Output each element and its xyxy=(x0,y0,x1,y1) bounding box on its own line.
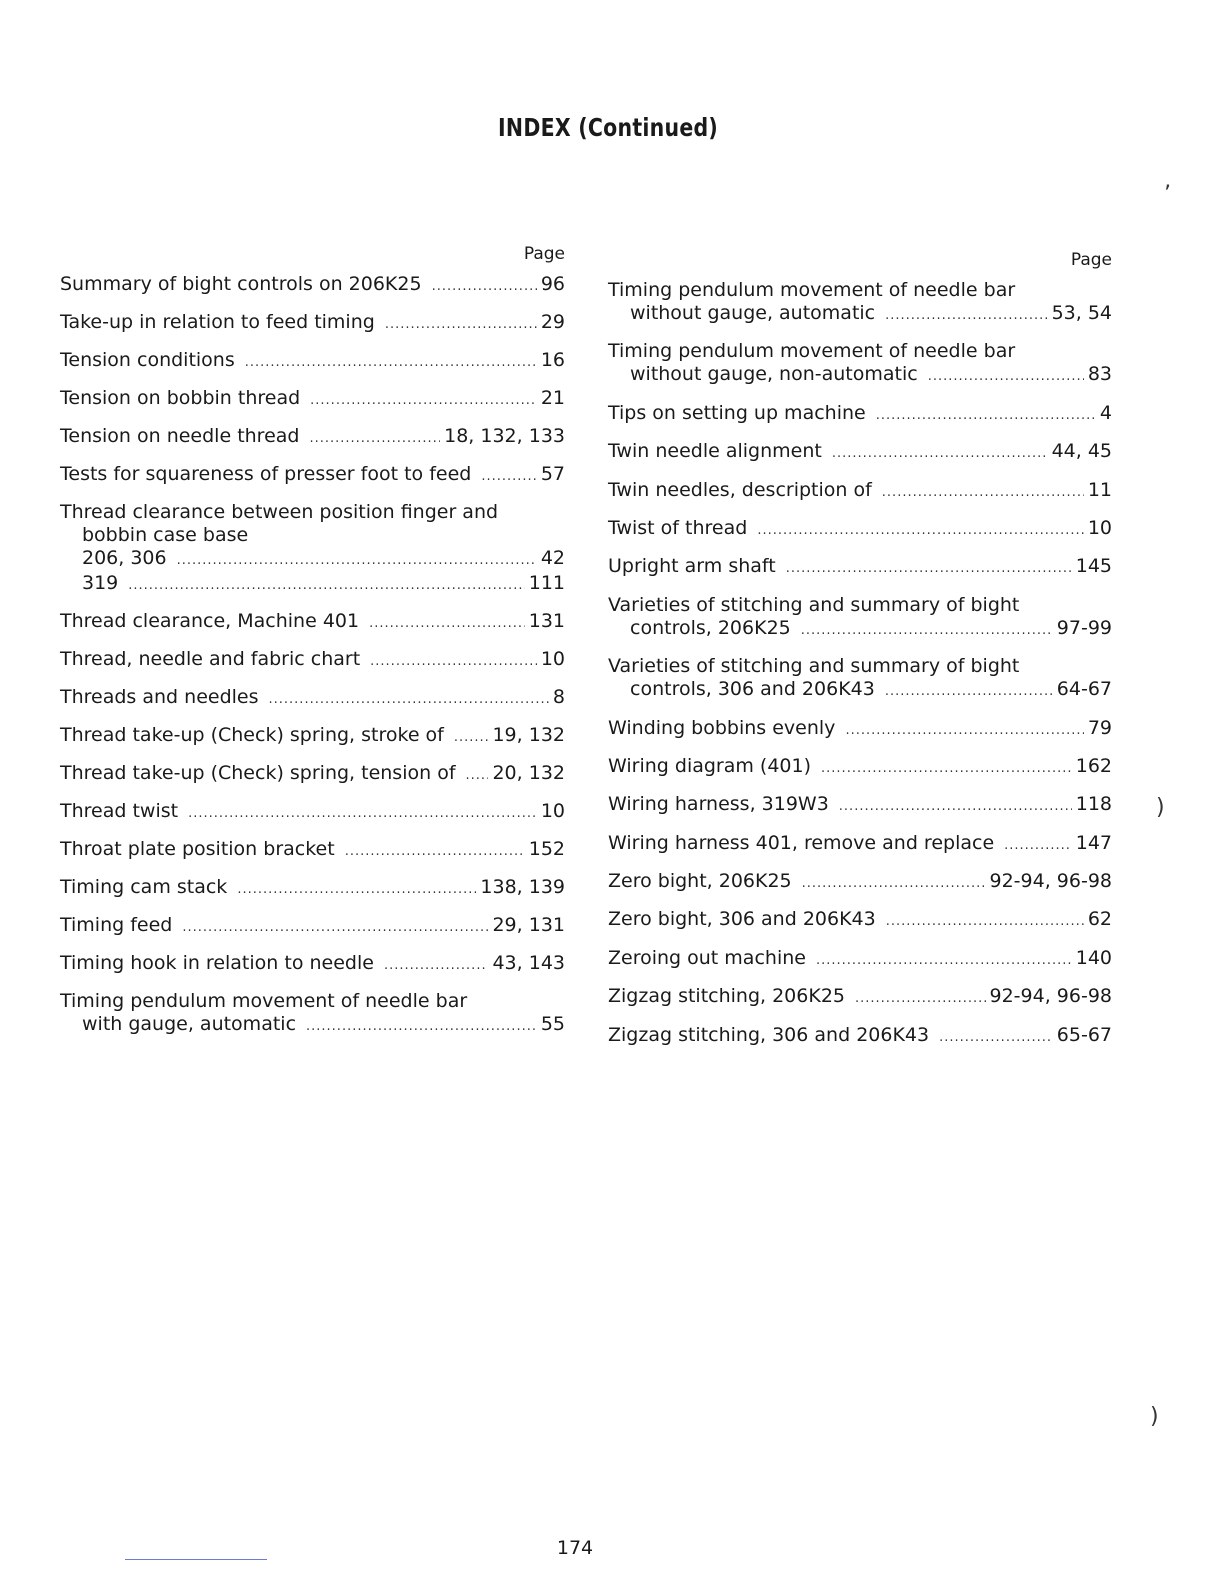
index-entry xyxy=(60,387,565,412)
dot-leader xyxy=(269,688,549,711)
index-entry-line xyxy=(608,985,1112,1010)
index-entry-text: Throat plate position bracket xyxy=(60,838,335,860)
index-entry-text: Take-up in relation to feed timing xyxy=(60,311,375,333)
index-entry-line xyxy=(60,524,565,547)
index-entry xyxy=(60,800,565,825)
index-entry-page: 20, 132 xyxy=(492,762,565,784)
index-entry-line xyxy=(608,717,1112,742)
dot-leader xyxy=(466,764,489,787)
index-entry xyxy=(60,762,565,787)
index-entry-text: controls, 306 and 206K43 xyxy=(630,678,875,701)
index-entry-text: Tension conditions xyxy=(60,349,235,371)
index-entry-page: 53, 54 xyxy=(1051,302,1112,324)
index-entry-text: Wiring harness, 319W3 xyxy=(608,793,829,816)
page-column-header: Page xyxy=(1070,250,1112,270)
index-entry-line xyxy=(60,800,565,825)
index-entry xyxy=(60,876,565,901)
index-entry xyxy=(608,340,1112,388)
index-entry-line xyxy=(608,279,1112,302)
index-entry-page: 11 xyxy=(1087,478,1112,501)
index-entry-line xyxy=(608,832,1112,857)
dot-leader xyxy=(384,954,489,977)
index-entry-page: 19, 132 xyxy=(492,724,565,746)
index-entry-line xyxy=(60,501,565,524)
dot-leader xyxy=(309,427,440,450)
dot-leader xyxy=(855,987,986,1010)
index-entry-page: 162 xyxy=(1075,754,1112,777)
index-entry xyxy=(608,947,1112,972)
index-entry-line xyxy=(608,1024,1112,1049)
index-entry-page: 111 xyxy=(528,572,565,594)
index-entry-line xyxy=(608,517,1112,542)
index-entry-text: Thread, needle and fabric chart xyxy=(60,648,361,670)
index-entry-line xyxy=(608,479,1112,504)
index-entry-text: Thread take-up (Check) spring, tension of xyxy=(60,762,456,784)
index-entry-text: Timing pendulum movement of needle bar xyxy=(608,340,1016,363)
index-entry xyxy=(608,793,1112,818)
index-entry xyxy=(60,425,565,450)
index-entry-text: Varieties of stitching and summary of bight xyxy=(608,655,1020,678)
dot-leader xyxy=(845,719,1083,742)
index-entry-line xyxy=(60,686,565,711)
dot-leader xyxy=(369,612,525,635)
dot-leader xyxy=(370,650,537,673)
index-entry-text: Upright arm shaft xyxy=(608,555,776,578)
index-entry-text: Twist of thread xyxy=(608,516,748,539)
dot-leader xyxy=(832,442,1048,465)
index-entry-text: 206, 306 xyxy=(82,547,167,569)
index-entry-line xyxy=(608,555,1112,580)
index-entry-text: without gauge, automatic xyxy=(630,302,876,324)
dot-leader xyxy=(786,557,1072,580)
index-entry-page: 97-99 xyxy=(1056,616,1112,639)
dot-leader xyxy=(876,404,1096,427)
index-entry xyxy=(60,463,565,488)
index-entry-line xyxy=(608,594,1112,617)
dot-leader xyxy=(801,619,1053,642)
dot-leader xyxy=(385,313,537,336)
index-entry xyxy=(608,594,1112,642)
index-entry-line xyxy=(608,440,1112,465)
index-entry xyxy=(608,402,1112,427)
dot-leader xyxy=(885,680,1053,703)
index-entry xyxy=(608,832,1112,857)
scan-mark: ’ xyxy=(1164,182,1171,207)
index-entry-page: 96 xyxy=(540,273,565,295)
index-entry-page: 42 xyxy=(540,547,565,569)
index-entry-page: 8 xyxy=(552,686,565,708)
index-entry-text: Timing cam stack xyxy=(60,876,228,898)
index-entry xyxy=(608,755,1112,780)
index-entry xyxy=(60,724,565,749)
index-entry-page: 138, 139 xyxy=(480,876,565,898)
index-entry xyxy=(60,686,565,711)
index-entry-text: Zigzag stitching, 306 and 206K43 xyxy=(608,1023,930,1046)
index-entry xyxy=(60,952,565,977)
dot-leader xyxy=(882,481,1084,504)
index-entry-text: controls, 206K25 xyxy=(630,616,791,639)
index-entry-line xyxy=(60,311,565,336)
index-entry-page: 10 xyxy=(540,800,565,822)
index-entry-text: Zeroing out machine xyxy=(608,946,806,969)
index-entry-text: Thread clearance, Machine 401 xyxy=(60,610,360,632)
index-entry-line xyxy=(608,755,1112,780)
index-entry-text: with gauge, automatic xyxy=(82,1013,297,1035)
index-entry-page: 4 xyxy=(1099,401,1112,424)
dot-leader xyxy=(885,304,1047,327)
index-entry xyxy=(60,349,565,374)
index-entry-line xyxy=(608,617,1112,642)
index-entry-text: Tension on needle thread xyxy=(60,425,300,447)
dot-leader xyxy=(1004,834,1072,857)
dot-leader xyxy=(245,351,537,374)
index-entry-page: 147 xyxy=(1075,831,1112,854)
index-entry-text: Timing pendulum movement of needle bar xyxy=(60,990,468,1012)
index-entry-line xyxy=(60,387,565,412)
index-entry-page: 145 xyxy=(1075,555,1112,578)
index-entry-text: bobbin case base xyxy=(82,524,249,546)
dot-leader xyxy=(757,519,1084,542)
index-entry xyxy=(608,1024,1112,1049)
index-entry-line xyxy=(60,952,565,977)
index-entry xyxy=(60,914,565,939)
index-column-left xyxy=(60,243,565,1051)
index-entries-right xyxy=(608,279,1112,1049)
index-entry xyxy=(60,648,565,673)
index-entry xyxy=(60,610,565,635)
index-column-right xyxy=(608,249,1112,1062)
index-entry-text: without gauge, non-automatic xyxy=(630,363,918,386)
dot-leader xyxy=(816,949,1072,972)
index-entry-text: Thread twist xyxy=(60,800,179,822)
index-entry-line xyxy=(60,547,565,572)
dot-leader xyxy=(345,840,525,863)
index-entry xyxy=(60,501,565,597)
index-entry-line xyxy=(60,349,565,374)
index-entry-text: 319 xyxy=(82,572,119,594)
index-entry xyxy=(60,838,565,863)
index-entry-text: Threads and needles xyxy=(60,686,259,708)
index-entry xyxy=(608,517,1112,542)
index-entry-text: Zero bight, 206K25 xyxy=(608,870,792,893)
dot-leader xyxy=(928,365,1084,388)
index-entry-text: Timing feed xyxy=(60,914,173,936)
dot-leader xyxy=(177,549,537,572)
index-entry-page: 92-94, 96-98 xyxy=(989,870,1112,893)
dot-leader xyxy=(237,878,476,901)
index-entry-page: 92-94, 96-98 xyxy=(989,985,1112,1008)
index-entry-page: 43, 143 xyxy=(492,952,565,974)
index-entry-text: Varieties of stitching and summary of bight xyxy=(608,593,1020,616)
index-entry xyxy=(608,440,1112,465)
index-entry-line xyxy=(60,572,565,597)
index-entry-page: 140 xyxy=(1075,946,1112,969)
index-entry-line xyxy=(608,655,1112,678)
index-entry-line xyxy=(60,724,565,749)
index-entry-text: Twin needle alignment xyxy=(608,440,822,463)
dot-leader xyxy=(432,275,537,298)
index-entry-text: Twin needles, description of xyxy=(608,478,872,501)
dot-leader xyxy=(182,916,488,939)
dot-leader xyxy=(128,574,524,597)
index-entry-page: 118 xyxy=(1075,793,1112,816)
index-entry-text: Tips on setting up machine xyxy=(608,401,866,424)
index-entry-line xyxy=(60,762,565,787)
index-entry-text: Tension on bobbin thread xyxy=(60,387,301,409)
index-entry xyxy=(608,985,1112,1010)
index-entry xyxy=(608,870,1112,895)
index-entry xyxy=(60,311,565,336)
index-entry-line xyxy=(608,363,1112,388)
index-entry xyxy=(60,990,565,1038)
index-entry-page: 18, 132, 133 xyxy=(444,425,565,447)
index-entry xyxy=(608,908,1112,933)
index-entry-line xyxy=(608,947,1112,972)
index-entry xyxy=(608,655,1112,703)
index-entry xyxy=(608,717,1112,742)
index-entry-text: Wiring harness 401, remove and replace xyxy=(608,831,995,854)
scan-mark: ) xyxy=(1150,1404,1159,1429)
index-entry-page: 10 xyxy=(540,648,565,670)
index-entry-text: Tests for squareness of presser foot to feed xyxy=(60,463,472,485)
dot-leader xyxy=(886,910,1084,933)
index-entries-left xyxy=(60,273,565,1038)
index-entry-page: 62 xyxy=(1087,908,1112,931)
footer-rule xyxy=(125,1559,267,1560)
index-entry-line xyxy=(608,793,1112,818)
index-entry-page: 16 xyxy=(540,349,565,371)
index-entry-page: 79 xyxy=(1087,716,1112,739)
index-entry-text: Winding bobbins evenly xyxy=(608,716,836,739)
page-title: INDEX (Continued) xyxy=(498,113,719,142)
dot-leader xyxy=(188,802,537,825)
dot-leader xyxy=(454,726,489,749)
dot-leader xyxy=(306,1015,537,1038)
index-entry-line xyxy=(60,463,565,488)
index-entry-line xyxy=(608,870,1112,895)
index-entry-line xyxy=(60,914,565,939)
index-entry-line xyxy=(60,648,565,673)
index-entry-line xyxy=(60,610,565,635)
index-entry-page: 55 xyxy=(540,1013,565,1035)
index-entry-line xyxy=(60,876,565,901)
index-entry-line xyxy=(60,838,565,863)
index-entry xyxy=(608,555,1112,580)
page-column-header: Page xyxy=(523,244,565,264)
index-entry xyxy=(60,273,565,298)
dot-leader xyxy=(481,465,536,488)
index-entry-line xyxy=(608,678,1112,703)
index-entry-text: Timing pendulum movement of needle bar xyxy=(608,279,1016,301)
index-entry-line xyxy=(608,302,1112,327)
dot-leader xyxy=(839,795,1072,818)
index-entry-page: 10 xyxy=(1087,516,1112,539)
index-entry-text: Summary of bight controls on 206K25 xyxy=(60,273,422,295)
index-entry xyxy=(608,479,1112,504)
index-entry xyxy=(608,279,1112,327)
index-entry-page: 57 xyxy=(540,463,565,485)
index-entry-page: 29 xyxy=(540,311,565,333)
index-entry-page: 83 xyxy=(1087,363,1112,386)
index-entry-line xyxy=(60,990,565,1013)
index-entry-page: 44, 45 xyxy=(1051,440,1112,463)
index-entry-text: Zero bight, 306 and 206K43 xyxy=(608,908,876,931)
scan-mark: ) xyxy=(1156,795,1165,820)
index-entry-page: 29, 131 xyxy=(492,914,565,936)
index-entry-text: Thread take-up (Check) spring, stroke of xyxy=(60,724,444,746)
index-entry-line xyxy=(60,273,565,298)
index-entry-page: 64-67 xyxy=(1056,678,1112,701)
index-entry-line xyxy=(608,908,1112,933)
dot-leader xyxy=(939,1026,1053,1049)
dot-leader xyxy=(310,389,537,412)
index-entry-text: Timing hook in relation to needle xyxy=(60,952,374,974)
index-entry-line xyxy=(60,1013,565,1038)
index-entry-page: 21 xyxy=(540,387,565,409)
index-entry-page: 65-67 xyxy=(1056,1023,1112,1046)
index-entry-text: Zigzag stitching, 206K25 xyxy=(608,985,845,1008)
index-entry-text: Thread clearance between position finger and xyxy=(60,501,499,523)
page-number: 174 xyxy=(556,1537,594,1559)
index-entry-line xyxy=(60,425,565,450)
index-entry-line xyxy=(608,340,1112,363)
dot-leader xyxy=(802,872,986,895)
index-entry-line xyxy=(608,402,1112,427)
dot-leader xyxy=(821,757,1072,780)
index-entry-page: 152 xyxy=(528,838,565,860)
index-entry-page: 131 xyxy=(528,610,565,632)
index-entry-text: Wiring diagram (401) xyxy=(608,754,812,777)
